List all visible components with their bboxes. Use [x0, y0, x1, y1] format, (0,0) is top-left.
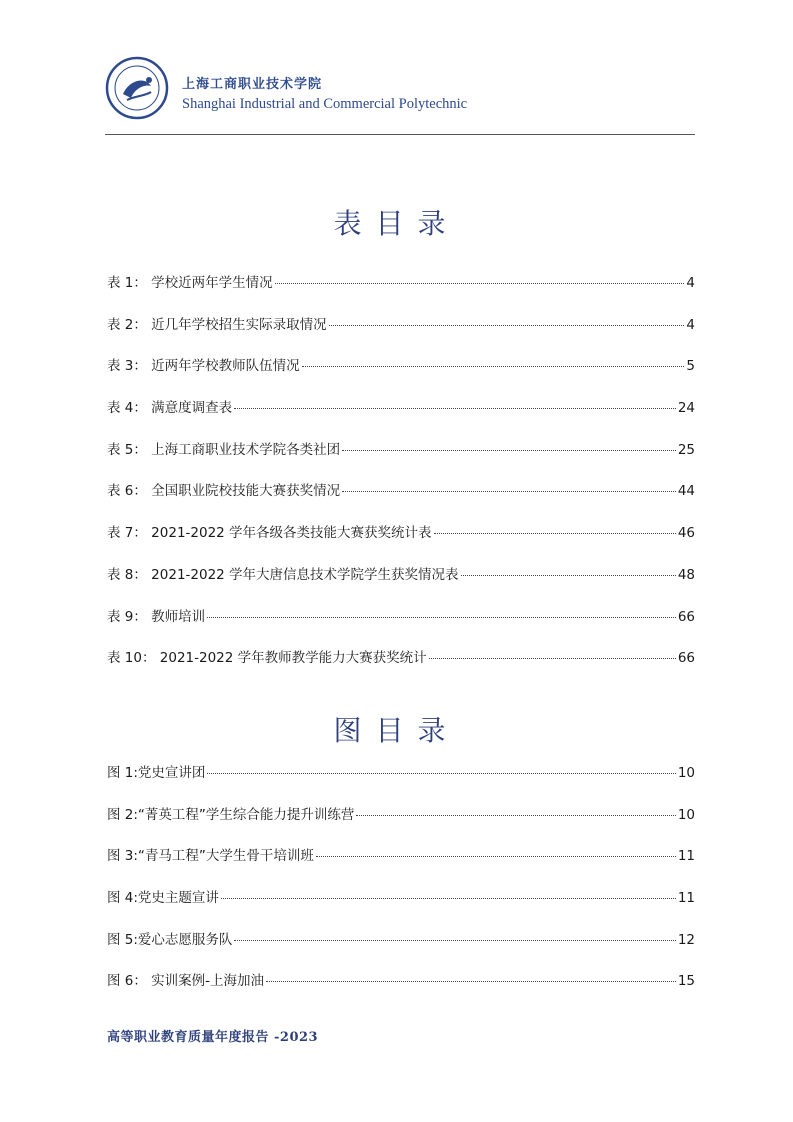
toc-entry[interactable]	[107, 563, 695, 605]
figures-toc-list	[107, 761, 695, 1011]
toc-entry-page: 11	[677, 890, 695, 907]
dot-leader	[221, 897, 676, 899]
toc-entry[interactable]	[107, 396, 695, 438]
dot-leader	[329, 324, 685, 326]
dot-leader	[275, 282, 685, 284]
toc-entry-label: 表 6： 全国职业院校技能大赛获奖情况	[107, 483, 341, 500]
toc-entry[interactable]	[107, 969, 695, 1011]
dot-leader	[429, 657, 676, 659]
toc-entry-label: 表 2： 近几年学校招生实际录取情况	[107, 316, 327, 333]
toc-entry[interactable]	[107, 313, 695, 355]
toc-entry-page: 10	[677, 806, 695, 823]
toc-entry-label: 图 3:“青马工程”大学生骨干培训班	[107, 848, 314, 865]
school-name-cn: 上海工商职业技术学院	[182, 77, 323, 92]
toc-entry-label: 表 8： 2021-2022 学年大唐信息技术学院学生获奖情况表	[107, 566, 459, 583]
toc-entry-page: 5	[686, 358, 695, 375]
toc-entry-page: 48	[677, 566, 695, 583]
toc-entry-page: 24	[677, 400, 695, 417]
toc-entry-label: 表 5： 上海工商职业技术学院各类社团	[107, 441, 341, 458]
toc-entry-label: 表 4： 满意度调查表	[107, 400, 233, 417]
toc-entry-page: 11	[677, 848, 695, 865]
toc-entry-page: 44	[677, 483, 695, 500]
dot-leader	[207, 616, 676, 618]
toc-entry-page: 4	[686, 316, 695, 333]
figures-section-title: 图目录	[333, 714, 460, 747]
toc-entry-label: 表 9： 教师培训	[107, 608, 206, 625]
toc-entry[interactable]	[107, 354, 695, 396]
toc-entry[interactable]	[107, 844, 695, 886]
dot-leader	[461, 574, 676, 576]
dot-leader	[234, 407, 676, 409]
dot-leader	[434, 532, 676, 534]
toc-entry[interactable]	[107, 886, 695, 928]
toc-entry-page: 25	[677, 441, 695, 458]
dot-leader	[234, 939, 675, 941]
toc-entry[interactable]	[107, 479, 695, 521]
toc-entry[interactable]	[107, 521, 695, 563]
dot-leader	[207, 772, 675, 774]
toc-entry-label: 图 5:爱心志愿服务队	[107, 931, 233, 948]
dot-leader	[342, 449, 676, 451]
toc-entry-label: 表 3： 近两年学校教师队伍情况	[107, 358, 300, 375]
toc-entry[interactable]	[107, 803, 695, 845]
toc-entry-label: 图 4:党史主题宣讲	[107, 890, 219, 907]
dot-leader	[356, 814, 675, 816]
toc-entry-page: 15	[677, 973, 695, 990]
toc-entry-label: 图 2:“菁英工程”学生综合能力提升训练营	[107, 806, 355, 823]
toc-entry[interactable]	[107, 761, 695, 803]
dot-leader	[342, 490, 676, 492]
school-name-en: Shanghai Industrial and Commercial Polytechnic	[182, 96, 468, 112]
tables-section-title: 表目录	[333, 207, 460, 240]
dot-leader	[266, 980, 676, 982]
dot-leader	[302, 365, 685, 367]
toc-entry[interactable]	[107, 438, 695, 480]
toc-entry[interactable]	[107, 271, 695, 313]
toc-entry-page: 46	[677, 525, 695, 542]
tables-toc-list	[107, 271, 695, 688]
toc-entry-label: 表 1： 学校近两年学生情况	[107, 275, 273, 291]
dot-leader	[316, 855, 676, 857]
school-logo-icon	[105, 56, 169, 120]
toc-entry-page: 12	[677, 931, 695, 948]
toc-entry[interactable]	[107, 928, 695, 970]
page-footer: 高等职业教育质量年度报告 -2023	[107, 1030, 319, 1045]
toc-entry[interactable]	[107, 646, 695, 688]
toc-entry-page: 66	[677, 650, 695, 667]
page-header	[105, 56, 695, 136]
toc-entry-page: 4	[686, 275, 695, 291]
header-divider	[105, 134, 695, 135]
toc-entry-label: 图 6： 实训案例-上海加油	[107, 973, 265, 990]
toc-entry-page: 10	[677, 765, 695, 781]
toc-entry-page: 66	[677, 608, 695, 625]
toc-entry-label: 表 7： 2021-2022 学年各级各类技能大赛获奖统计表	[107, 525, 432, 542]
toc-entry-label: 图 1:党史宣讲团	[107, 765, 206, 781]
toc-entry[interactable]	[107, 605, 695, 647]
toc-entry-label: 表 10： 2021-2022 学年教师教学能力大赛获奖统计	[107, 650, 427, 667]
